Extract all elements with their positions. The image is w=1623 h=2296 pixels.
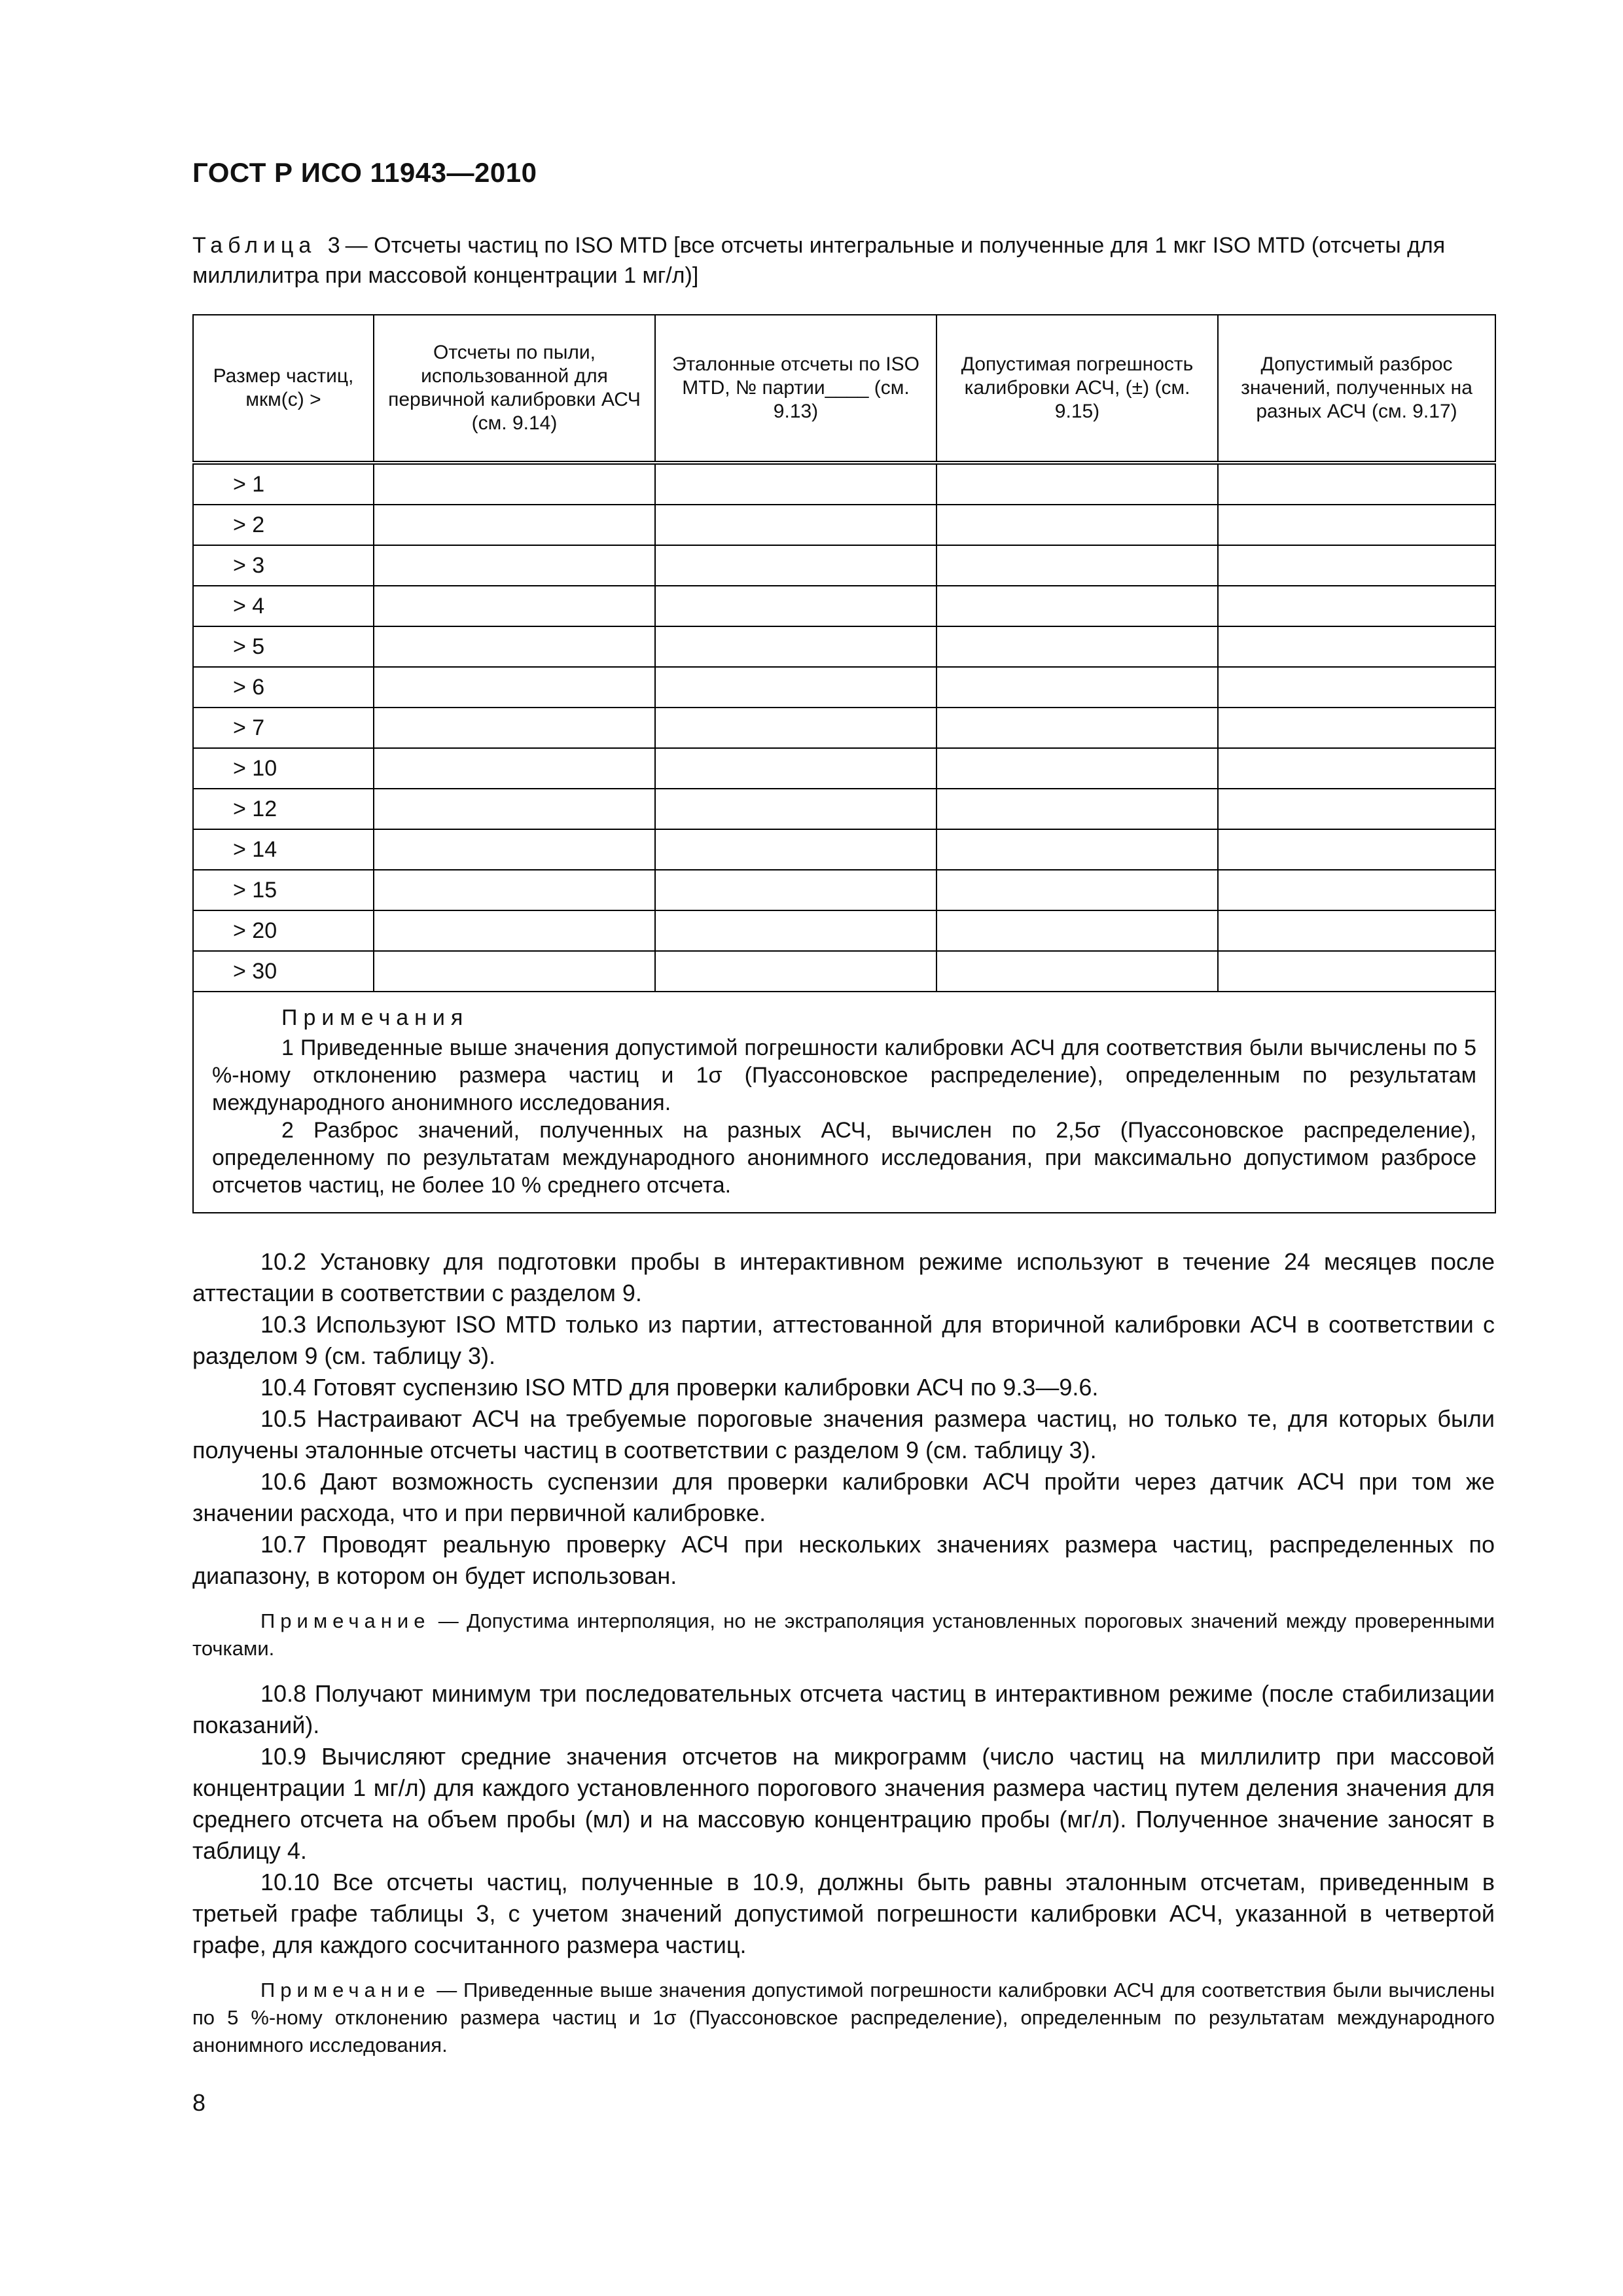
table-note-2: 2 Разброс значений, полученных на разных АСЧ, вычислен по 2,5σ (Пуассоновское распределение), определенному по результатам международного анонимного исследования, при максимально допустимом разбросе отсчетов частиц, не более 10 % среднего отсчета. <box>212 1118 1476 1198</box>
table-caption-label: Таблица 3 <box>192 233 346 258</box>
table-cell <box>374 586 655 626</box>
table-cell <box>655 545 936 586</box>
table-cell <box>1218 626 1495 667</box>
table-cell <box>374 545 655 586</box>
note-label: Примечание <box>260 1609 431 1632</box>
row-size-label: > 4 <box>193 586 374 626</box>
table-row <box>193 789 1495 829</box>
particle-counts-table <box>192 314 1496 1213</box>
table-cell <box>655 870 936 910</box>
notes-title: Примечания <box>281 1005 469 1030</box>
table-cell <box>936 829 1218 870</box>
table-cell <box>1218 463 1495 505</box>
table-row <box>193 505 1495 545</box>
table-cell <box>936 708 1218 748</box>
table-cell <box>1218 545 1495 586</box>
row-size-label: > 10 <box>193 748 374 789</box>
table-cell <box>655 708 936 748</box>
table-cell <box>374 910 655 951</box>
table-cell <box>374 667 655 708</box>
table-row <box>193 748 1495 789</box>
row-size-label: > 20 <box>193 910 374 951</box>
table-cell <box>936 545 1218 586</box>
table-row <box>193 870 1495 910</box>
table-cell <box>1218 708 1495 748</box>
document-code-header: ГОСТ Р ИСО 11943—2010 <box>192 157 537 188</box>
table-cell <box>374 505 655 545</box>
table-cell <box>374 829 655 870</box>
page-number: 8 <box>192 2089 206 2116</box>
row-size-label: > 6 <box>193 667 374 708</box>
table-header-row <box>193 315 1495 463</box>
table-cell <box>655 748 936 789</box>
table-cell <box>1218 748 1495 789</box>
table-cell <box>936 870 1218 910</box>
paragraph-10-2: 10.2 Установку для подготовки пробы в интерактивном режиме используют в течение 24 месяцев после аттестации в соответствии с разделом 9. <box>192 1248 1495 1306</box>
table-cell <box>655 626 936 667</box>
table-cell <box>1218 586 1495 626</box>
table-cell <box>936 667 1218 708</box>
table-caption-text: — Отсчеты частиц по ISO MTD [все отсчеты интегральные и полученные для 1 мкг ISO MTD (отсчеты для миллилитра при массовой концентрации 1 мг/л)] <box>192 233 1446 288</box>
table-caption <box>192 230 1495 291</box>
row-size-label: > 15 <box>193 870 374 910</box>
table-row <box>193 951 1495 992</box>
paragraph-10-8: 10.8 Получают минимум три последовательных отсчета частиц в интерактивном режиме (после стабилизации показаний). <box>192 1680 1495 1738</box>
row-size-label: > 2 <box>193 505 374 545</box>
table-cell <box>374 870 655 910</box>
table-cell <box>655 586 936 626</box>
table-cell <box>655 463 936 505</box>
table-cell <box>1218 910 1495 951</box>
table-cell <box>655 829 936 870</box>
table-row <box>193 667 1495 708</box>
row-size-label: > 5 <box>193 626 374 667</box>
table-cell <box>655 789 936 829</box>
paragraph-10-9: 10.9 Вычисляют средние значения отсчетов на микрограмм (число частиц на миллилитр при массовой концентрации 1 мг/л) для каждого установленного порогового значения размера частиц путем деления значения для среднего отсчета на объем пробы (мл) и на массовую концентрацию пробы (мг/л). Полученное значение заносят в таблицу 4. <box>192 1743 1495 1864</box>
table-cell <box>936 463 1218 505</box>
table-cell <box>936 586 1218 626</box>
table-cell <box>374 708 655 748</box>
body-text <box>192 1246 1495 2059</box>
paragraph-10-4: 10.4 Готовят суспензию ISO MTD для проверки калибровки АСЧ по 9.3—9.6. <box>260 1374 1099 1401</box>
table-cell <box>655 910 936 951</box>
note-interpolation <box>192 1607 1495 1662</box>
column-header-tolerance: Допустимая погрешность калибровки АСЧ, (±) (см. 9.15) <box>936 315 1218 463</box>
paragraph-10-6: 10.6 Дают возможность суспензии для проверки калибровки АСЧ пройти через датчик АСЧ при том же значении расхода, что и при первичной калибровке. <box>192 1468 1495 1526</box>
table-cell <box>936 951 1218 992</box>
paragraph-10-10: 10.10 Все отсчеты частиц, полученные в 10.9, должны быть равны эталонным отсчетам, приведенным в третьей графе таблицы 3, с учетом значений допустимой погрешности калибровки АСЧ, указанной в четвертой графе, для каждого сосчитанного размера частиц. <box>192 1869 1495 1958</box>
table-row <box>193 910 1495 951</box>
note-text: — Приведенные выше значения допустимой погрешности калибровки АСЧ для соответствия были вычислены по 5 %-ному отклонению размера частиц и 1σ (Пуассоновское распределение), определенным по результатам международного анонимного исследования. <box>192 1979 1495 2056</box>
table-cell <box>374 748 655 789</box>
paragraph-10-7: 10.7 Проводят реальную проверку АСЧ при нескольких значениях размера частиц, распределенных по диапазону, в котором он будет использован. <box>192 1531 1495 1589</box>
table-notes <box>193 992 1495 1213</box>
table-cell <box>1218 829 1495 870</box>
table-row <box>193 708 1495 748</box>
table-row <box>193 586 1495 626</box>
column-header-spread: Допустимый разброс значений, полученных на разных АСЧ (см. 9.17) <box>1218 315 1495 463</box>
table-cell <box>936 748 1218 789</box>
note-text: — Допустима интерполяция, но не экстраполяция установленных пороговых значений между проверенными точками. <box>192 1609 1495 1660</box>
table-cell <box>374 789 655 829</box>
column-header-reference-counts: Эталонные отсчеты по ISO MTD, № партии____ (см. 9.13) <box>655 315 936 463</box>
table-cell <box>1218 667 1495 708</box>
column-header-size: Размер частиц, мкм(с) > <box>193 315 374 463</box>
table-cell <box>655 951 936 992</box>
table-row <box>193 626 1495 667</box>
table-cell <box>936 505 1218 545</box>
table-cell <box>1218 789 1495 829</box>
table-cell <box>1218 951 1495 992</box>
table-cell <box>936 626 1218 667</box>
row-size-label: > 14 <box>193 829 374 870</box>
table-cell <box>936 910 1218 951</box>
paragraph-10-5: 10.5 Настраивают АСЧ на требуемые пороговые значения размера частиц, но только те, для которых были получены эталонные отсчеты частиц в соответствии с разделом 9 (см. таблицу 3). <box>192 1405 1495 1463</box>
table-body <box>193 463 1495 992</box>
document-page <box>192 157 1495 2075</box>
paragraph-10-3: 10.3 Используют ISO MTD только из партии, аттестованной для вторичной калибровки АСЧ в соответствии с разделом 9 (см. таблицу 3). <box>192 1311 1495 1369</box>
row-size-label: > 12 <box>193 789 374 829</box>
table-row <box>193 829 1495 870</box>
table-cell <box>936 789 1218 829</box>
notes-row <box>193 992 1495 1213</box>
table-cell <box>374 463 655 505</box>
table-cell <box>655 505 936 545</box>
table-cell <box>1218 870 1495 910</box>
row-size-label: > 1 <box>193 463 374 505</box>
row-size-label: > 3 <box>193 545 374 586</box>
column-header-primary-counts: Отсчеты по пыли, использованной для первичной калибровки АСЧ (см. 9.14) <box>374 315 655 463</box>
table-row <box>193 545 1495 586</box>
table-note-1: 1 Приведенные выше значения допустимой погрешности калибровки АСЧ для соответствия были вычислены по 5 %-ному отклонению размера частиц и 1σ (Пуассоновское распределение), определенным по результатам международного анонимного исследования. <box>212 1035 1476 1115</box>
table-cell <box>655 667 936 708</box>
note-tolerance <box>192 1977 1495 2059</box>
table-cell <box>1218 505 1495 545</box>
table-cell <box>374 626 655 667</box>
table-row <box>193 463 1495 505</box>
table-cell <box>374 951 655 992</box>
row-size-label: > 7 <box>193 708 374 748</box>
note-label: Примечание <box>260 1979 431 2001</box>
row-size-label: > 30 <box>193 951 374 992</box>
